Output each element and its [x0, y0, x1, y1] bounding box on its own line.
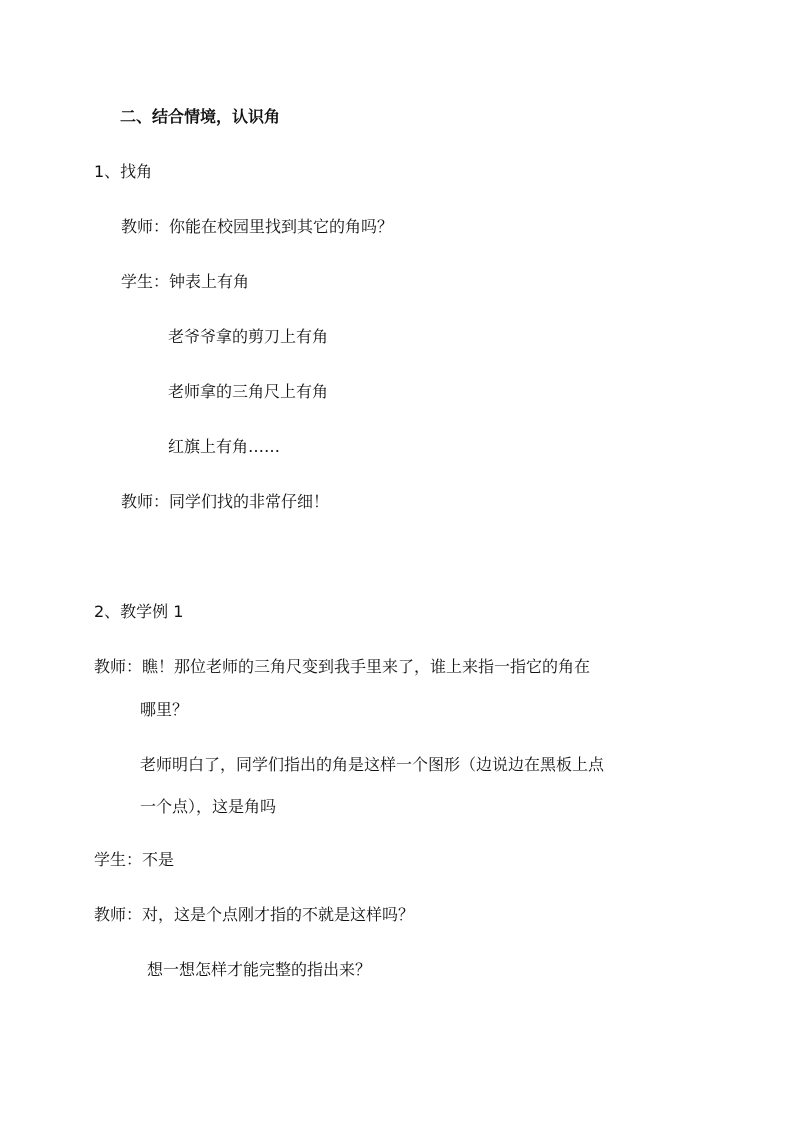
- student-answer-flag: 红旗上有角……: [168, 437, 281, 456]
- teacher-explanation-line-continued: 一个点），这是角吗: [140, 797, 277, 816]
- section-heading: 二、结合情境，认识角: [120, 107, 281, 126]
- teacher-prompt-line-continued: 哪里？: [140, 700, 189, 719]
- subsection-title-find-angles: 1、找角: [94, 162, 153, 181]
- teacher-praise: 教师：同学们找的非常仔细！: [121, 492, 330, 511]
- student-reply: 学生：不是: [94, 850, 175, 869]
- subsection-title-example-1: 2、教学例 1: [94, 602, 184, 621]
- student-answer-scissors: 老爷爷拿的剪刀上有角: [168, 327, 329, 346]
- student-answer-triangle-ruler: 老师拿的三角尺上有角: [168, 382, 329, 401]
- teacher-confirmation: 教师：对，这是个点刚才指的不就是这样吗？: [94, 905, 415, 924]
- teacher-followup-question: 想一想怎样才能完整的指出来？: [147, 960, 372, 979]
- teacher-explanation-line: 老师明白了，同学们指出的角是这样一个图形（边说边在黑板上点: [140, 755, 605, 774]
- student-answer: 学生：钟表上有角: [121, 272, 250, 291]
- teacher-question: 教师：你能在校园里找到其它的角吗？: [121, 217, 394, 236]
- teacher-prompt-line: 教师：瞧！那位老师的三角尺变到我手里来了，谁上来指一指它的角在: [94, 657, 591, 676]
